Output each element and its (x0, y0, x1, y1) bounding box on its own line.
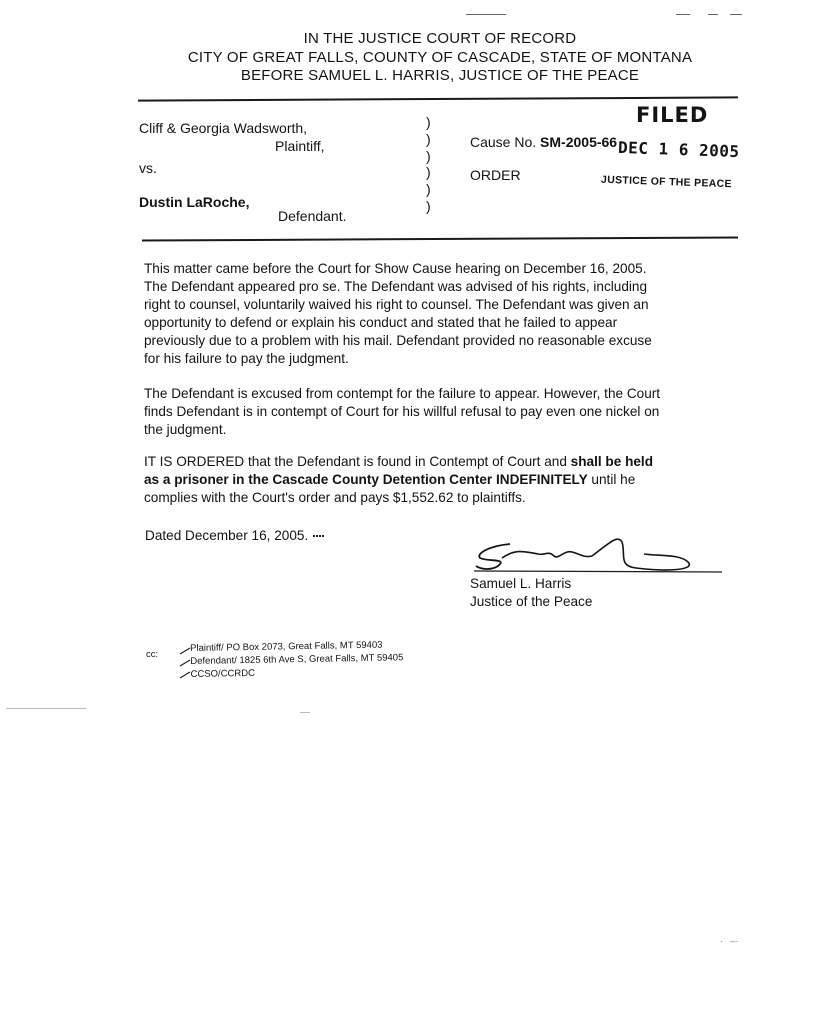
order-emphasis: as a prisoner in the Cascade County Detention Center INDEFINITELY (144, 472, 588, 487)
cause-number: SM-2005-66 (540, 134, 618, 150)
findings-line: The Defendant appeared pro se. The Defendant was advised of his rights, including (144, 279, 648, 294)
findings-line: right to counsel, voluntarily waived his right to counsel. The Defendant was given an (144, 297, 649, 312)
scan-artifact (708, 14, 718, 15)
contempt-line: The Defendant is excused from contempt for the failure to appear. However, the Court (144, 386, 661, 401)
contempt-paragraph (144, 385, 734, 439)
cause-label: Cause No. (470, 134, 537, 150)
findings-line: previously due to a problem with his mail. Defendant provided no reasonable excuse (144, 333, 652, 348)
cc-label: cc: (146, 649, 159, 660)
defendant-name: Dustin LaRoche, (139, 194, 250, 210)
scan-artifact (466, 14, 506, 15)
dated-line (145, 528, 326, 543)
scan-artifact: · –· (720, 936, 739, 946)
order-text: IT IS ORDERED that the Defendant is found in Contempt of Court and (144, 454, 571, 469)
court-header-line-2: CITY OF GREAT FALLS, COUNTY OF CASCADE, STATE OF MONTANA (187, 49, 693, 66)
plaintiff-name: Cliff & Georgia Wadsworth, (139, 120, 308, 136)
contempt-line: the judgment. (144, 422, 227, 437)
order-paragraph (144, 453, 734, 507)
signer-name: Samuel L. Harris (470, 576, 572, 591)
caption-parentheses (426, 114, 431, 215)
order-line-3: complies with the Court's order and pays $1,552.62 to plaintiffs. (144, 490, 526, 505)
dated-text: Dated December 16, 2005. (145, 528, 309, 543)
court-header-line-3: BEFORE SAMUEL L. HARRIS, JUSTICE OF THE PEACE (240, 67, 640, 84)
cc-entry-ccso: CCSO/CCRDC (190, 667, 256, 680)
plaintiff-role: Plaintiff, (275, 138, 325, 154)
order-line-2 (144, 471, 734, 489)
findings-line: This matter came before the Court for Show Cause hearing on December 16, 2005. (144, 261, 647, 276)
versus-label: vs. (139, 160, 157, 176)
scan-artifact (676, 14, 690, 15)
paren: ) (426, 130, 431, 147)
court-header-line-1: IN THE JUSTICE COURT OF RECORD (303, 30, 577, 47)
cc-entry-plaintiff: Plaintiff/ PO Box 2073, Great Falls, MT 59403 (190, 639, 383, 654)
paren: ) (426, 164, 431, 181)
cause-number-line (470, 134, 617, 150)
filed-stamp-office: JUSTICE OF THE PEACE (600, 173, 733, 191)
defendant-role: Defendant. (278, 208, 347, 224)
paren: ) (426, 114, 431, 130)
paren: ) (426, 147, 431, 164)
findings-line: opportunity to defend or explain his conduct and stated that he failed to appear (144, 315, 618, 330)
caption-top-rule (138, 96, 738, 101)
paren: ) (426, 181, 431, 198)
document-type: ORDER (470, 167, 521, 183)
order-emphasis: shall be held (570, 454, 654, 469)
scan-artifact (6, 708, 86, 709)
findings-paragraph (144, 260, 734, 368)
scan-artifact (300, 712, 310, 713)
paren: ) (426, 197, 431, 214)
signature-scrawl (468, 530, 730, 580)
contempt-line: finds Defendant is in contempt of Court for his willful refusal to pay even one nickel on (144, 404, 660, 419)
order-line-1 (144, 453, 734, 471)
caption-bottom-rule (142, 236, 738, 241)
signer-title: Justice of the Peace (470, 594, 593, 609)
scan-artifact (730, 14, 742, 15)
filed-stamp-label: FILED (636, 103, 709, 127)
scribble-mark (312, 533, 326, 539)
findings-line: for his failure to pay the judgment. (144, 351, 349, 366)
filed-stamp-date: DEC 1 6 2005 (617, 137, 740, 162)
order-text: until he (587, 472, 636, 487)
cc-list (190, 638, 404, 681)
cc-entry-defendant: Defendant/ 1825 6th Ave S, Great Falls, MT 59405 (190, 652, 404, 667)
